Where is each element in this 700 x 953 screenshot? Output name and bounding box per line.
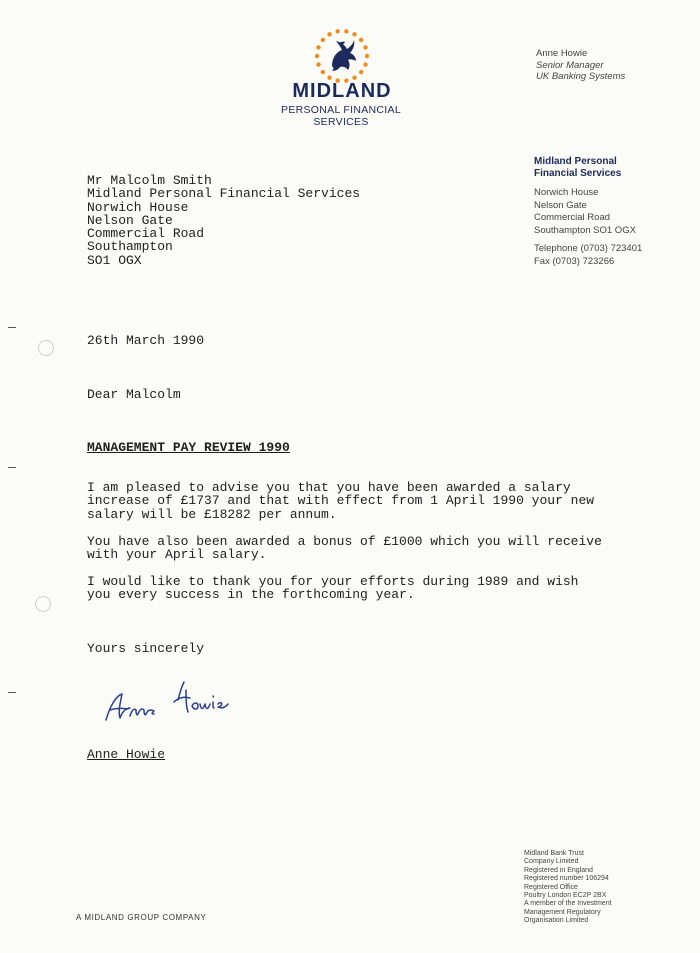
registration-line: Registered Office [524, 883, 578, 891]
company-address [534, 187, 642, 237]
logo-dot [327, 32, 331, 36]
registration-line: Registered number 106294 [524, 875, 609, 883]
punch-hole-mark [35, 596, 51, 612]
midland-griffin-logo-icon [314, 28, 370, 84]
recipient-line: Mr Malcolm Smith [87, 173, 212, 188]
company-address-line: Commercial Road [534, 212, 611, 223]
logo-wordmark: MIDLAND [292, 80, 392, 102]
paragraph-line: increase of £1737 and that with effect from 1 April 1990 your new [87, 493, 595, 509]
subject-heading: MANAGEMENT PAY REVIEW 1990 [87, 440, 290, 455]
recipient-line: Southampton [87, 239, 173, 255]
paragraph-line: You have also been awarded a bonus of £1000 which you will receive [87, 534, 602, 549]
paragraph-line: salary will be £18282 per annum. [87, 506, 337, 522]
company-telephone: Telephone (0703) 723401 [534, 243, 643, 254]
company-name-line2: Financial Services [534, 167, 622, 179]
logo-subtitle-line2: SERVICES [313, 116, 369, 128]
logo-dot [363, 62, 367, 66]
company-address-line: Southampton SO1 OGX [534, 224, 636, 236]
recipient-line: Commercial Road [87, 226, 205, 242]
salutation: Dear Malcolm [87, 387, 181, 402]
recipient-line: Nelson Gate [87, 212, 173, 228]
closing: Yours sincerely [87, 641, 205, 656]
company-block [534, 156, 642, 268]
logo-subtitle-line1: PERSONAL FINANCIAL [281, 104, 401, 116]
sender-department: UK Banking Systems [536, 71, 626, 82]
logo-dot [365, 54, 369, 58]
logo-dot [321, 38, 325, 42]
recipient-line: Norwich House [87, 199, 189, 215]
paragraph-line: I would like to thank you for your efforts during 1989 and wish [87, 574, 579, 589]
sender-block [536, 48, 625, 83]
registration-line: Organisation Limited [524, 917, 589, 925]
registration-line: Poultry London EC2P 2BX [524, 892, 607, 900]
logo-dot [359, 70, 363, 74]
paragraph-line: you every success in the forthcoming year. [87, 587, 415, 603]
sender-name: Anne Howie [536, 48, 588, 59]
recipient-address [87, 174, 360, 267]
registration-line: A member of the Investment [524, 900, 612, 908]
logo-dot [344, 29, 348, 33]
letter-date: 26th March 1990 [87, 333, 205, 348]
registration-block [524, 850, 612, 926]
logo-dot [316, 45, 320, 49]
recipient-line: SO1 OGX [87, 252, 142, 268]
company-name-line1: Midland Personal [534, 156, 617, 167]
sender-title: Senior Manager [536, 59, 604, 71]
logo-dot [363, 45, 367, 49]
logo-dot [335, 29, 339, 33]
paragraph-line: I am pleased to advise you that you have been awarded a salary [87, 480, 571, 495]
signatory-name: Anne Howie [87, 747, 166, 762]
registration-line: Registered in England [524, 866, 593, 874]
punch-hole-mark [38, 340, 54, 356]
paragraph-salary [87, 481, 594, 521]
logo-dot [321, 70, 325, 74]
margin-tick [8, 327, 16, 328]
margin-tick [8, 692, 16, 693]
company-fax: Fax (0703) 723266 [534, 255, 615, 267]
paragraph-thanks [87, 575, 578, 602]
logo-dot [359, 38, 363, 42]
registration-line: Midland Bank Trust [524, 850, 584, 857]
registration-line: Company Limited [524, 858, 579, 866]
company-address-line: Nelson Gate [534, 199, 587, 211]
group-company-line: A MIDLAND GROUP COMPANY [76, 913, 207, 922]
registration-line: Management Regulatory [524, 908, 601, 916]
paragraph-bonus [87, 535, 602, 562]
logo-dot [316, 62, 320, 66]
margin-tick [8, 467, 16, 468]
paragraph-line: with your April salary. [87, 547, 267, 563]
handwritten-signature [100, 676, 250, 728]
logo-dot [352, 32, 356, 36]
recipient-line: Midland Personal Financial Services [87, 186, 361, 202]
logo-dot [315, 54, 319, 58]
company-address-line: Norwich House [534, 187, 599, 198]
